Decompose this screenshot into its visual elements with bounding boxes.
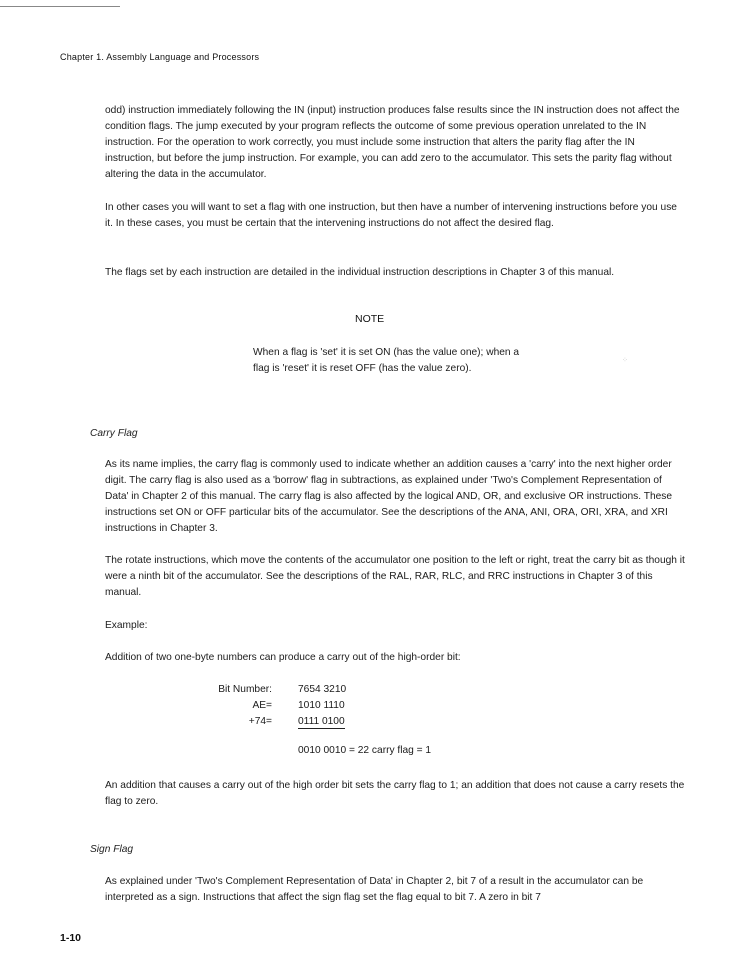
label-column: [196, 682, 272, 730]
scan-smudge: ⁘: [622, 357, 628, 364]
example-label: [105, 618, 685, 634]
paragraph-sign-flag: [105, 874, 685, 906]
paragraph-carry-result: [105, 778, 685, 810]
paragraph-text: In other cases you will want to set a flag with one instruction, but then have a number of intervening instructions before you use it. In these cases, you must be certain that the intervening instructions do not affect the desired flag.: [105, 202, 677, 229]
addition-result: 0010 0010 = 22 carry flag = 1: [298, 745, 432, 756]
paragraph-other-cases: [105, 200, 685, 232]
table-value-underlined: [298, 714, 398, 730]
table-value: 7654 3210: [298, 684, 347, 695]
paragraph-rotate: [105, 553, 685, 601]
paragraph-flags-set: [105, 265, 685, 281]
paragraph-text: As explained under 'Two's Complement Representation of Data' in Chapter 2, bit 7 of a result in the accumulator can be interpreted as a sign. Instructions that affect the sign flag set the flag equal to bit 7. A zero in bit 7: [105, 876, 644, 903]
table-label: AE=: [252, 700, 272, 711]
top-rule: [0, 6, 120, 7]
page-number: 1-10: [60, 932, 82, 944]
table-label: Bit Number:: [218, 684, 272, 695]
example-label-text: Example:: [105, 620, 148, 631]
paragraph-carry-flag: [105, 457, 685, 537]
paragraph-text: As its name implies, the carry flag is commonly used to indicate whether an addition causes a 'carry' into the next higher order digit. The carry flag is also used as a 'borrow' flag in subtractions, as explained under 'Two's Complement Representation of Data' in Chapter 2 of this manual. The carry flag is also affected by the logical AND, OR, and exclusive OR instructions. These instructions set ON or OFF particular bits of the accumulator. See the descriptions of the ANA, ANI, ORA, ORI, XRA, and XRI instructions in Chapter 3.: [105, 459, 673, 534]
paragraph-odd-instruction: [105, 103, 685, 183]
paragraph-text: An addition that causes a carry out of the high order bit sets the carry flag to 1; an addition that does not cause a carry resets the flag to zero.: [105, 780, 685, 807]
paragraph-text: The rotate instructions, which move the contents of the accumulator one position to the left or right, treat the carry bit as though it were a ninth bit of the accumulator. See the descriptions of the RAL, RAR, RLC, and RRC instructions in Chapter 3 of this manual.: [105, 555, 685, 598]
value-column: [298, 682, 398, 730]
paragraph-text: The flags set by each instruction are detailed in the individual instruction descriptions in Chapter 3 of this manual.: [105, 267, 615, 278]
note-text: When a flag is 'set' it is set ON (has the value one); when a flag is 'reset' it is reset OFF (has the value zero).: [253, 347, 520, 374]
sign-flag-heading: Sign Flag: [90, 844, 134, 855]
note-title: NOTE: [355, 313, 385, 325]
table-label: +74=: [248, 716, 272, 727]
paragraph-text: odd) instruction immediately following the IN (input) instruction produces false results since the IN instruction does not affect the condition flags. The jump executed by your program reflects the outcome of some previous operation unrelated to the IN instruction. For the operation to work correctly, you must include some instruction that alters the parity flag after the IN instruction, but before the jump instruction. For example, you can add zero to the accumulator. This sets the parity flag without altering the data in the accumulator.: [105, 105, 680, 180]
example-intro-text: Addition of two one-byte numbers can produce a carry out of the high-order bit:: [105, 652, 461, 663]
carry-flag-heading: Carry Flag: [90, 428, 138, 439]
table-value: 1010 1110: [298, 700, 345, 711]
chapter-header: Chapter 1. Assembly Language and Processors: [60, 52, 260, 62]
example-intro: [105, 650, 685, 666]
table-value: 0111 0100: [298, 716, 345, 727]
